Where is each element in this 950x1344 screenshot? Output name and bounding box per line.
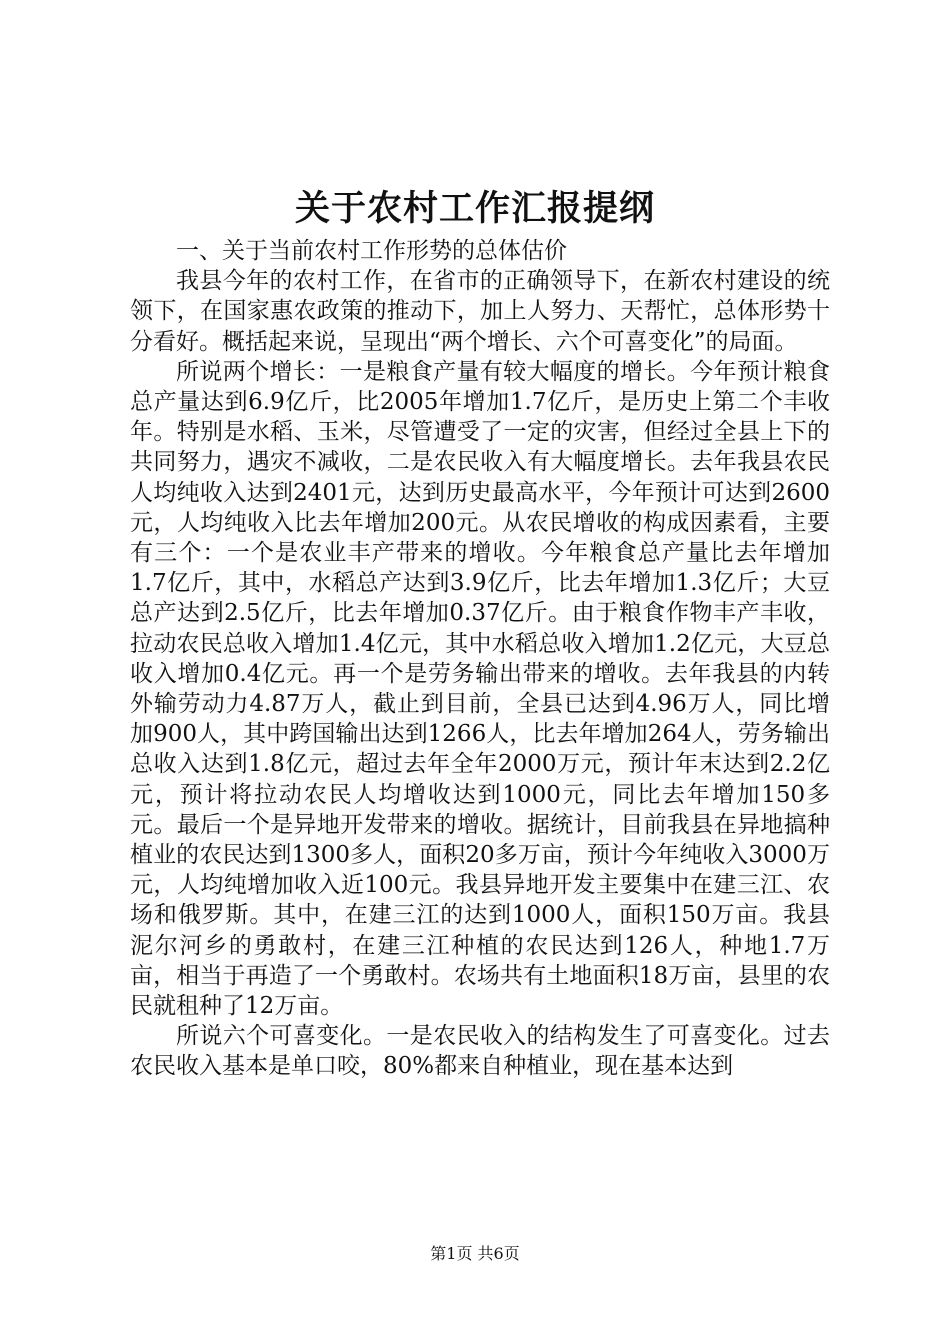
paragraph: 我县今年的农村工作，在省市的正确领导下，在新农村建设的统领下，在国家惠农政策的推动下，加上人努力、天帮忙，总体形势十分看好。概括起来说，呈现出“两个增长、六个可喜变化”的局面。 bbox=[130, 268, 830, 355]
section-heading: 一、关于当前农村工作形势的总体估价 bbox=[176, 238, 567, 264]
document-body bbox=[130, 236, 830, 1082]
paragraph: 所说两个增长：一是粮食产量有较大幅度的增长。今年预计粮食总产量达到6.9亿斤，比2005年增加1.7亿斤，是历史上第二个丰收年。特别是水稻、玉米，尽管遭受了一定的灾害，但经过全县上下的共同努力，遇灾不减收，二是农民收入有大幅度增长。去年我县农民人均纯收入达到2401元，达到历史最高水平，今年预计可达到2600元，人均纯收入比去年增加200元。从农民增收的构成因素看，主要有三个：一个是农业丰产带来的增收。今年粮食总产量比去年增加1.7亿斤，其中，水稻总产达到3.9亿斤，比去年增加1.3亿斤；大豆总产达到2.5亿斤，比去年增加0.37亿斤。由于粮食作物丰产丰收，拉动农民总收入增加1.4亿元，其中水稻总收入增加1.2亿元，大豆总收入增加0.4亿元。再一个是劳务输出带来的增收。去年我县的内转外输劳动力4.87万人，截止到目前，全县已达到4.96万人，同比增加900人，其中跨国输出达到1266人，比去年增加264人，劳务输出总收入达到1.8亿元，超过去年全年2000万元，预计年末达到2.2亿元，预计将拉动农民人均增收达到1000元，同比去年增加150多元。最后一个是异地开发带来的增收。据统计，目前我县在异地搞种植业的农民达到1300多人，面积20多万亩，预计今年纯收入3000万元，人均纯增加收入近100元。我县异地开发主要集中在建三江、农场和俄罗斯。其中，在建三江的达到1000人，面积150万亩。我县泥尔河乡的勇敢村，在建三江种植的农民达到126人，种地1.7万亩，相当于再造了一个勇敢村。农场共有土地面积18万亩，县里的农民就租种了12万亩。 bbox=[130, 358, 830, 1020]
paragraph: 所说六个可喜变化。一是农民收入的结构发生了可喜变化。过去农民收入基本是单口咬，80%都来自种植业，现在基本达到 bbox=[130, 1023, 830, 1080]
document-title: 关于农村工作汇报提纲 bbox=[294, 188, 655, 229]
page-number-footer: 第1页 共6页 bbox=[430, 1244, 520, 1263]
